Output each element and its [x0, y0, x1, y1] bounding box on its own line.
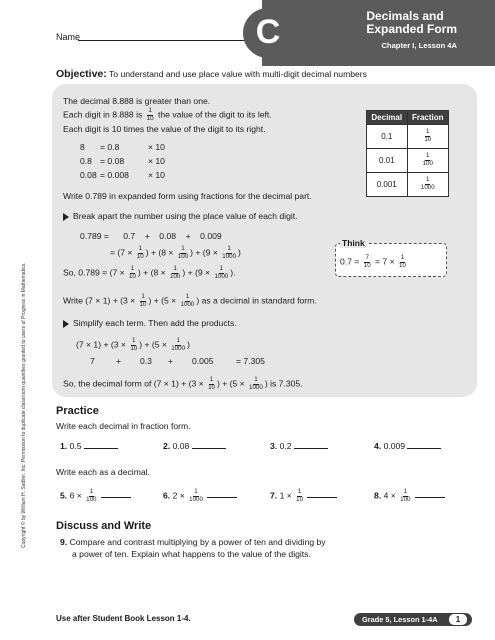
lesson-subtitle: Chapter I, Lesson 4A — [381, 41, 457, 50]
objective-text: To understand and use place value with multi-digit decimal numbers — [109, 69, 367, 79]
answer-blank[interactable] — [101, 497, 131, 498]
sum-term: 7 — [90, 356, 95, 366]
logo-letter: C — [255, 13, 281, 51]
practice-item — [163, 441, 226, 452]
item-whole: 1 × — [279, 490, 292, 501]
table-cell — [407, 173, 448, 197]
item-value: 0.2 — [279, 441, 292, 451]
item-value: 0.5 — [69, 441, 82, 451]
eq-term: 0.8 — [80, 156, 92, 166]
table-row — [367, 125, 449, 149]
triangle-bullet-icon — [63, 213, 69, 221]
practice-heading: Practice — [56, 405, 99, 417]
conclusion-line: So, the decimal form of (7 × 1) + (3 × $\frac{1}{10}$ ) + (5 × $\frac{1}{1000}$ ) is 7.305. — [63, 376, 303, 391]
think-label: Think — [342, 238, 365, 248]
eq-term: = 0.008 — [100, 170, 129, 180]
table-header: Decimal — [367, 111, 408, 125]
practice-item — [270, 441, 328, 452]
step-1 — [63, 211, 298, 222]
den: 100 — [422, 160, 433, 167]
answer-blank[interactable] — [415, 497, 445, 498]
item-value: 0.009 — [383, 441, 406, 451]
title-line-1: Decimals and — [366, 9, 444, 23]
num: 1 — [297, 488, 302, 495]
table-cell: 0.1 — [367, 125, 408, 149]
eq-term: × 10 — [148, 142, 165, 152]
item-number: 5. — [60, 490, 68, 501]
item-number: 8. — [374, 490, 382, 501]
table-cell: 0.01 — [367, 149, 408, 173]
triangle-bullet-icon — [63, 320, 69, 328]
think-text: 0.7 = $\frac{7}{10}$ = 7 × $\frac{1}{10}$ — [340, 254, 406, 269]
den: 10 — [296, 495, 304, 503]
eq-term: × 10 — [148, 156, 165, 166]
expanded-line-3: So, 0.789 = (7 × $\frac{1}{10}$ ) + (8 × $\frac{1}{100}$ ) + (9 × $\frac{1}{1000}$ ). — [63, 265, 236, 280]
copyright-notice: Copyright © by William H. Sadlier, Inc. Permission to duplicate classroom quantities granted to users of Progress in Mathematics. — [21, 262, 27, 548]
item-number: 6. — [163, 490, 171, 501]
practice-item — [60, 489, 131, 503]
practice-item — [60, 441, 118, 452]
den: 1000 — [189, 495, 203, 503]
name-field[interactable] — [78, 40, 248, 41]
practice-item — [374, 489, 445, 503]
eq-term: 8 — [80, 142, 85, 152]
lesson-title — [366, 10, 457, 36]
equation-3 — [80, 170, 165, 181]
answer-blank[interactable] — [84, 448, 118, 449]
practice-item — [163, 489, 237, 503]
num: 1 — [426, 176, 430, 184]
title-line-2: Expanded Form — [366, 22, 457, 36]
practice-item — [374, 441, 441, 452]
answer-blank[interactable] — [307, 497, 337, 498]
eq-term: = 0.8 — [100, 142, 120, 152]
table-cell — [407, 125, 448, 149]
item-value: 0.08 — [172, 441, 190, 451]
expanded-line-2: = (7 × $\frac{1}{10}$ ) + (8 × $\frac{1}{100}$ ) + (9 × $\frac{1}{1000}$ ) — [110, 245, 241, 260]
line-2-start: Each digit in 8.888 is — [63, 109, 143, 120]
item-number: 3. — [270, 441, 278, 451]
answer-blank[interactable] — [407, 448, 441, 449]
eq-term: 0.08 — [80, 170, 97, 180]
conclusion-start: So, the decimal form of (7 × 1) + (3 × — [63, 378, 204, 389]
sum-term: 0.3 — [140, 356, 152, 366]
question-line-1: Compare and contrast multiplying by a power of ten and dividing by — [69, 537, 326, 547]
sum-term: 0.005 — [192, 356, 214, 366]
num: 1 — [426, 152, 430, 160]
question-number: 9. — [60, 537, 68, 547]
answer-blank[interactable] — [207, 497, 237, 498]
grade-badge-text: Grade 5, Lesson 1-4A — [362, 615, 438, 624]
discuss-question-line-2: a power of ten. Explain what happens to the value of the digits. — [72, 549, 311, 559]
step-1-text: Break apart the number using the place value of each digit. — [73, 211, 298, 221]
item-number: 2. — [163, 441, 171, 451]
fraction: $\frac{1}{10}$ — [146, 107, 154, 122]
table-cell — [407, 149, 448, 173]
item-number: 4. — [374, 441, 382, 451]
answer-blank[interactable] — [294, 448, 328, 449]
product-line: (7 × 1) + (3 × $\frac{1}{10}$ ) + (5 × $\frac{1}{1000}$ ) — [76, 337, 190, 352]
practice-instruction-1: Write each decimal in fraction form. — [56, 421, 191, 431]
conclusion-end: is 7.305. — [270, 378, 303, 389]
discuss-heading: Discuss and Write — [56, 520, 152, 532]
practice-item — [270, 489, 337, 503]
think-text-b: = 7 × — [375, 256, 395, 267]
den: 100 — [86, 495, 97, 503]
den: 1000 — [420, 184, 435, 191]
table-row — [367, 173, 449, 197]
lesson-line-2 — [63, 108, 272, 122]
standard-form-line: Write (7 × 1) + (3 × $\frac{1}{10}$ ) + (5 × $\frac{1}{1000}$ ) as a decimal in standard form. — [63, 293, 317, 308]
sum-term: + — [116, 356, 122, 366]
num: 1 — [426, 128, 430, 136]
practice-instruction-2: Write each as a decimal. — [56, 467, 150, 477]
sum-term: + — [168, 356, 174, 366]
sum-term: = 7.305 — [236, 356, 265, 366]
equation-1 — [80, 142, 165, 153]
table-row — [367, 149, 449, 173]
item-number: 7. — [270, 490, 278, 501]
answer-blank[interactable] — [192, 448, 226, 449]
sum-line — [90, 356, 265, 367]
eq-term: = 0.08 — [100, 156, 125, 166]
equation-2 — [80, 156, 165, 167]
objective — [56, 69, 367, 80]
discuss-question — [60, 537, 326, 548]
num: 1 — [403, 488, 408, 495]
objective-label: Objective: — [56, 68, 107, 80]
item-whole: 6 × — [69, 490, 82, 501]
write-prompt: Write 0.789 in expanded form using fractions for the decimal part. — [63, 191, 312, 201]
item-whole: 4 × — [383, 490, 396, 501]
lesson-line-1: The decimal 8.888 is greater than one. — [63, 96, 211, 106]
expanded-line-1: 0.789 = 0.7 + 0.08 + 0.009 — [80, 231, 222, 241]
num: 1 — [89, 488, 94, 495]
item-whole: 2 × — [172, 490, 185, 501]
standard-form-text: as a decimal in standard form. — [201, 295, 317, 306]
step-3-text: Simplify each term. Then add the products. — [73, 318, 237, 328]
den: 10 — [424, 136, 432, 143]
table-header: Fraction — [407, 111, 448, 125]
line-2-end: the value of the digit to its left. — [157, 109, 272, 120]
think-text-a: 0.7 = — [340, 256, 360, 267]
item-number: 1. — [60, 441, 68, 451]
lesson-line-3: Each digit is 10 times the value of the digit to its right. — [63, 124, 266, 134]
decimal-fraction-table — [366, 110, 449, 197]
table-cell: 0.001 — [367, 173, 408, 197]
page-number: 1 — [449, 614, 467, 625]
name-label: Name — [56, 32, 81, 42]
num: 1 — [194, 488, 198, 495]
footer-note: Use after Student Book Lesson 1-4. — [56, 614, 191, 623]
step-3 — [63, 318, 237, 329]
chapter-logo — [243, 8, 293, 58]
eq-term: × 10 — [148, 170, 165, 180]
den: 100 — [400, 495, 411, 503]
